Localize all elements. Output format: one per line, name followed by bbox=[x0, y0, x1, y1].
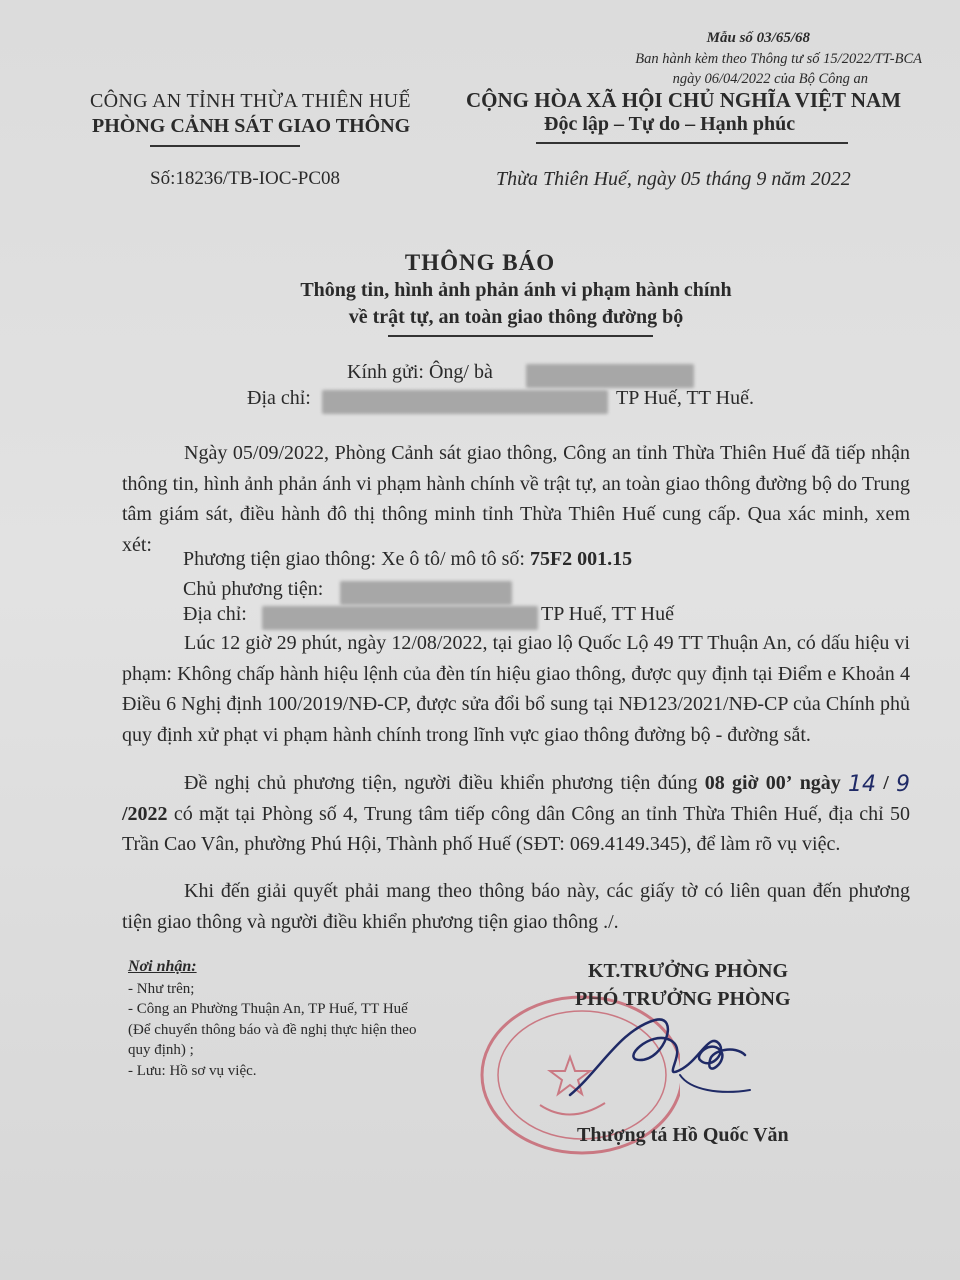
date-slash: / bbox=[883, 772, 889, 794]
agency-parent: CÔNG AN TỈNH THỪA THIÊN HUẾ bbox=[90, 90, 411, 112]
recipient-label: Kính gửi: Ông/ bà bbox=[347, 361, 493, 383]
agency-underline bbox=[150, 145, 300, 147]
document-subtitle-1: Thông tin, hình ảnh phản ánh vi phạm hành chính bbox=[300, 279, 732, 301]
recipients-item: quy định) ; bbox=[128, 1042, 194, 1058]
handwritten-day: 14 bbox=[848, 772, 877, 797]
signer-position-2: PHÓ TRƯỞNG PHÒNG bbox=[575, 988, 791, 1010]
vehicle-plate: 75F2 001.15 bbox=[529, 548, 633, 570]
owner-label: Chủ phương tiện: bbox=[183, 578, 324, 600]
signature-icon bbox=[560, 1000, 760, 1120]
national-title: CỘNG HÒA XÃ HỘI CHỦ NGHĨA VIỆT NAM bbox=[466, 88, 902, 112]
signer-name: Thượng tá Hồ Quốc Văn bbox=[577, 1124, 789, 1146]
p3-start: Đề nghị chủ phương tiện, người điều khiển phương tiện đúng bbox=[184, 772, 705, 794]
recipients-item: - Như trên; bbox=[128, 981, 195, 997]
appointment-day-label: ngày bbox=[799, 772, 841, 794]
redacted-address bbox=[322, 390, 608, 414]
recipients-item: - Công an Phường Thuận An, TP Huế, TT Huế bbox=[128, 1001, 408, 1017]
vehicle-label: Phương tiện giao thông: Xe ô tô/ mô tô số: bbox=[183, 548, 530, 570]
place-date: Thừa Thiên Huế, ngày 05 tháng 9 năm 2022 bbox=[496, 168, 851, 190]
owner-address-tail: TP Huế, TT Huế bbox=[541, 603, 674, 625]
address-tail: TP Huế, TT Huế. bbox=[616, 387, 754, 409]
vehicle-line bbox=[183, 548, 632, 571]
document-number: Số:18236/TB-IOC-PC08 bbox=[150, 168, 341, 189]
body-paragraph-1: Ngày 05/09/2022, Phòng Cảnh sát giao thông, Công an tỉnh Thừa Thiên Huế đã tiếp nhận thông tin, hình ảnh phản ánh vi phạm hành chính về trật tự, an toàn giao thông đường bộ do Trung tâm giám sát, điều hành đô thị thông minh tỉnh Thừa Thiên Huế cung cấp. Qua xác minh, xem xét: bbox=[122, 442, 910, 556]
motto-underline bbox=[536, 142, 848, 144]
document-title: THÔNG BÁO bbox=[404, 250, 556, 275]
document-subtitle-2: về trật tự, an toàn giao thông đường bộ bbox=[348, 306, 684, 328]
owner-address-label: Địa chỉ: bbox=[183, 603, 247, 625]
agency-name: PHÒNG CẢNH SÁT GIAO THÔNG bbox=[92, 115, 411, 137]
redacted-name bbox=[526, 364, 694, 388]
address-label: Địa chỉ: bbox=[247, 387, 311, 409]
issued-with-line2: ngày 06/04/2022 của Bộ Công an bbox=[672, 71, 868, 87]
body-paragraph-2: Lúc 12 giờ 29 phút, ngày 12/08/2022, tại giao lộ Quốc Lộ 49 TT Thuận An, có dấu hiệu vi phạm: Không chấp hành hiệu lệnh của đèn tín hiệu giao thông, được quy định tại Điểm e Khoản 4 Điều 6 Nghị định 100/2019/NĐ-CP, được sửa đổi bổ sung tại NĐ123/2021/NĐ-CP của Chính phủ quy định xử phạt vi phạm hành chính trong lĩnh vực giao thông đường bộ - đường sắt. bbox=[122, 632, 910, 746]
national-motto: Độc lập – Tự do – Hạnh phúc bbox=[544, 113, 796, 135]
body-paragraph-3 bbox=[122, 768, 910, 860]
recipients-item: (Để chuyển thông báo và đề nghị thực hiện theo bbox=[128, 1022, 417, 1038]
handwritten-month: 9 bbox=[896, 772, 911, 797]
redacted-owner bbox=[340, 581, 512, 605]
title-underline bbox=[388, 335, 653, 337]
p3-rest: có mặt tại Phòng số 4, Trung tâm tiếp công dân Công an tỉnh Thừa Thiên Huế, địa chỉ 50 Trần Cao Vân, phường Phú Hội, Thành phố Huế (SĐT: 069.4149.345), để làm rõ vụ việc. bbox=[122, 802, 910, 855]
redacted-owner-address bbox=[262, 606, 538, 630]
appointment-time: 08 giờ 00’ bbox=[704, 772, 793, 794]
signer-position-1: KT.TRƯỞNG PHÒNG bbox=[588, 960, 788, 982]
body-paragraph-4: Khi đến giải quyết phải mang theo thông báo này, các giấy tờ có liên quan đến phương tiện giao thông và người điều khiển phương tiện giao thông ./. bbox=[122, 880, 910, 933]
appointment-year: /2022 bbox=[122, 802, 168, 825]
recipients-item: - Lưu: Hồ sơ vụ việc. bbox=[128, 1063, 257, 1079]
issued-with-line1: Ban hành kèm theo Thông tư số 15/2022/TT-BCA bbox=[635, 51, 922, 67]
form-number: Mẫu số 03/65/68 bbox=[706, 30, 810, 46]
recipients-heading: Nơi nhận: bbox=[128, 958, 197, 975]
